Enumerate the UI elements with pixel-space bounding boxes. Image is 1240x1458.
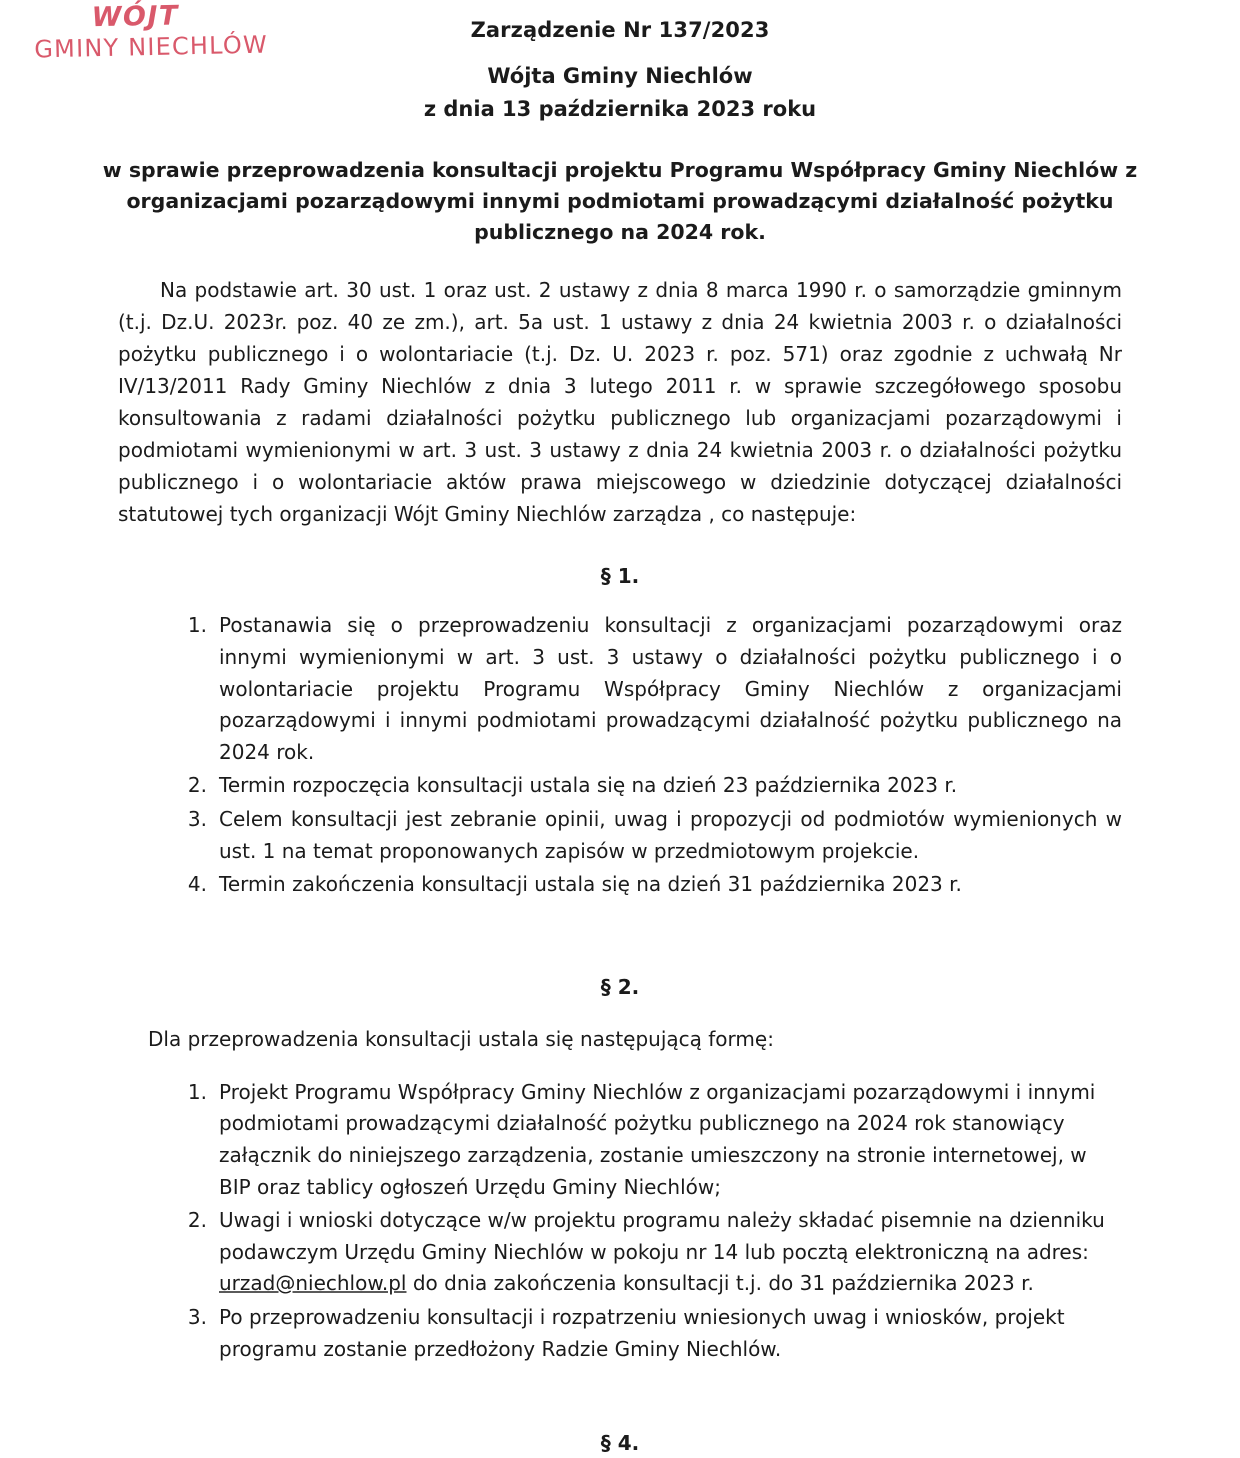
list-item bbox=[175, 804, 1122, 867]
email-link[interactable]: urzad@niechlow.pl bbox=[219, 1271, 407, 1296]
office-stamp bbox=[33, 0, 268, 64]
list-item-number: 1. bbox=[187, 1079, 207, 1104]
list-item-text: Celem konsultacji jest zebranie opinii, uwag i propozycji od podmiotów wymienionych w ust. 1 na temat proponowanych zapisów w przedmiotowym projekcie. bbox=[219, 807, 1122, 863]
legal-basis-text: Na podstawie art. 30 ust. 1 oraz ust. 2 ustawy z dnia 8 marca 1990 r. o samorządzie gminnym (t.j. Dz.U. 2023r. poz. 40 ze zm.), art. 5a ust. 1 ustawy z dnia 24 kwietnia 2003 r. o działalności pożytku publicznego i o wolontariacie (t.j. Dz. U. 2023 r. poz. 571) oraz zgodnie z uchwałą Nr IV/13/2011 Rady Gminy Niechlów z dnia 3 lutego 2011 r. w sprawie szczegółowego sposobu konsultowania z radami działalności pożytku publicznego lub organizacjami pozarządowymi i podmiotami wymienionymi w art. 3 ust. 3 ustawy z dnia 24 kwietnia 2003 r. o działalności pożytku publicznego i o wolontariacie aktów prawa miejscowego w dziedzinie dotyczącej działalności statutowej tych organizacji Wójt Gminy Niechlów zarządza , co następuje: bbox=[118, 278, 1122, 527]
list-item bbox=[175, 1077, 1122, 1203]
list-item-text-after-link: do dnia zakończenia konsultacji t.j. do 31 października 2023 r. bbox=[406, 1271, 1034, 1296]
list-item bbox=[175, 1205, 1122, 1300]
document-date: z dnia 13 października 2023 roku bbox=[423, 97, 817, 121]
page-title: Zarządzenie Nr 137/2023 bbox=[470, 18, 770, 42]
section-1-list bbox=[175, 610, 1122, 900]
list-item bbox=[175, 869, 1122, 901]
list-item-text-before-link: Uwagi i wnioski dotyczące w/w projektu programu należy składać pisemnie na dzienniku podawczym Urzędu Gminy Niechlów w pokoju nr 14 lub pocztą elektroniczną na adres: bbox=[219, 1208, 1105, 1264]
list-item-number: 4. bbox=[187, 872, 207, 897]
section-mark-4: § 4. bbox=[600, 1431, 640, 1456]
legal-basis-paragraph bbox=[118, 274, 1122, 530]
list-item-text bbox=[219, 1205, 1122, 1300]
list-item-number: 2. bbox=[187, 1208, 207, 1233]
list-item bbox=[175, 610, 1122, 768]
list-item-text: Termin rozpoczęcia konsultacji ustala się na dzień 23 października 2023 r. bbox=[219, 773, 958, 798]
stamp-line-2: GMINY NIECHLÓW bbox=[34, 30, 269, 64]
document-subtitle: Wójta Gminy Niechlów bbox=[487, 64, 753, 88]
list-item-text: Postanawia się o przeprowadzeniu konsultacji z organizacjami pozarządowymi oraz innymi wymienionymi w art. 3 ust. 3 ustawy o działalności pożytku publicznego i o wolontariacie projektu Programu Współpracy Gminy Niechlów z organizacjami pozarządowymi i innymi podmiotami prowadzącymi działalność pożytku publicznego na 2024 rok. bbox=[219, 613, 1122, 764]
list-item-number: 3. bbox=[187, 807, 207, 832]
list-item-text: Termin zakończenia konsultacji ustala się na dzień 31 października 2023 r. bbox=[219, 872, 962, 897]
list-item-text: Po przeprowadzeniu konsultacji i rozpatrzeniu wniesionych uwag i wniosków, projekt programu zostanie przedłożony Radzie Gminy Niechlów. bbox=[219, 1304, 1065, 1361]
section-mark-1: § 1. bbox=[600, 564, 640, 589]
list-item bbox=[175, 1302, 1122, 1365]
list-item-number: 2. bbox=[187, 773, 207, 798]
document-subject: w sprawie przeprowadzenia konsultacji projektu Programu Współpracy Gminy Niechlów z organizacjami pozarządowymi innymi podmiotami prowadzącymi działalność pożytku publicznego na 2024 rok. bbox=[102, 158, 1138, 245]
list-item-text: Projekt Programu Współpracy Gminy Niechlów z organizacjami pozarządowymi i innymi podmiotami prowadzącymi działalność pożytku publicznego na 2024 rok stanowiący załącznik do niniejszego zarządzenia, zostanie umieszczony na stronie internetowej, w BIP oraz tablicy ogłoszeń Urzędu Gminy Niechlów; bbox=[219, 1079, 1096, 1199]
section-2-list bbox=[175, 1077, 1122, 1365]
section-2-lead: Dla przeprowadzenia konsultacji ustala się następującą formę: bbox=[148, 1026, 774, 1051]
stamp-line-1: WÓJT bbox=[91, 0, 180, 34]
section-mark-2: § 2. bbox=[600, 974, 640, 999]
list-item bbox=[175, 770, 1122, 802]
list-item-number: 3. bbox=[187, 1304, 207, 1329]
list-item-number: 1. bbox=[187, 613, 207, 638]
